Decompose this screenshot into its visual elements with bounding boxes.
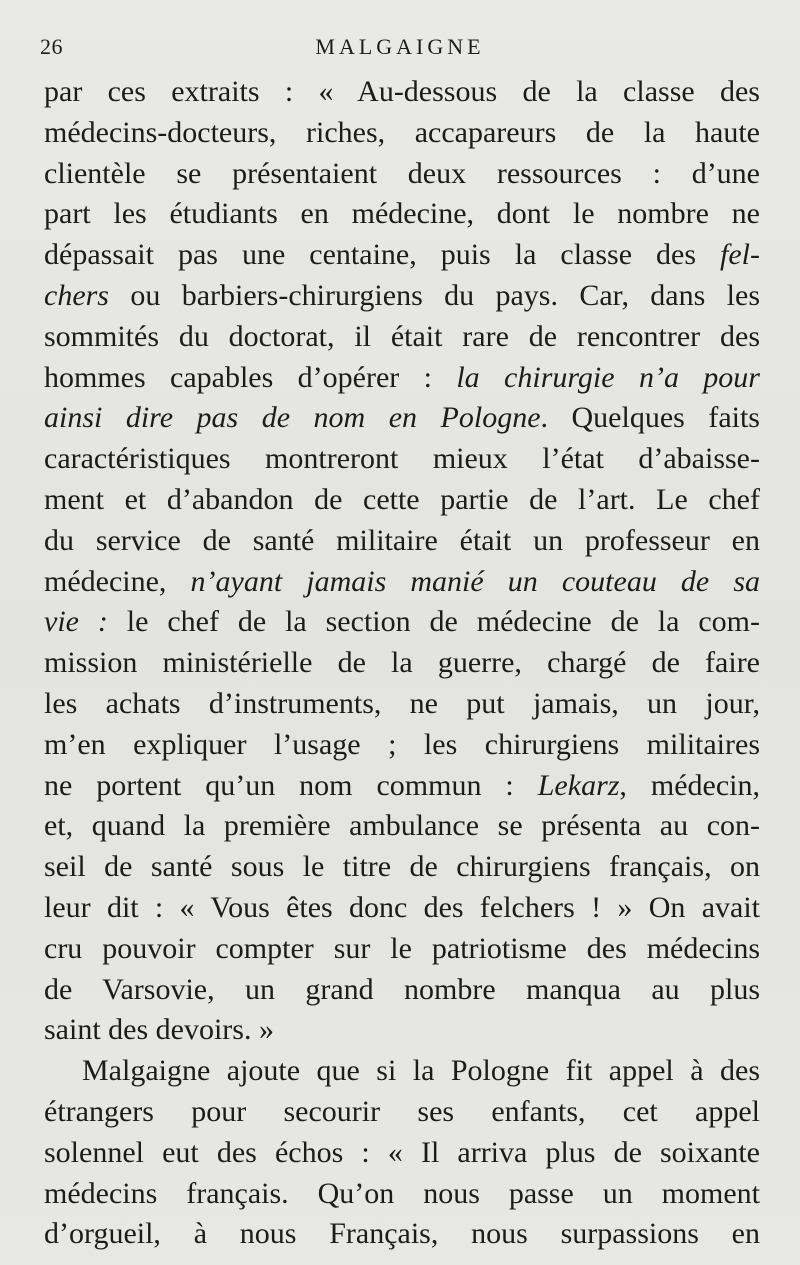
text-run: ne portent qu’un nom commun : — [44, 768, 538, 802]
text-run: dépassait pas une centaine, puis la classe des — [44, 238, 721, 272]
text-run: mission ministérielle de la guerre, chargé de faire — [44, 646, 760, 680]
text-line — [44, 929, 760, 970]
text-line — [44, 888, 760, 929]
text-line — [44, 154, 760, 195]
text-run: . Quelques faits — [540, 401, 760, 435]
text-line — [44, 1214, 760, 1255]
text-line — [44, 235, 760, 276]
text-line — [44, 480, 760, 521]
text-run: médecine, — [44, 564, 191, 598]
italic-text: Lekarz — [537, 768, 620, 802]
text-run: hommes capables d’opérer : — [44, 360, 457, 394]
text-run: médecins-docteurs, riches, accapareurs de la haute — [44, 115, 760, 149]
text-run: étrangers pour secourir ses enfants, cet appel — [44, 1094, 760, 1128]
text-line — [44, 317, 760, 358]
running-head: MALGAIGNE — [315, 34, 485, 59]
text-line — [44, 806, 760, 847]
text-run: Malgaigne ajoute que si la Pologne fit appel à des — [82, 1054, 760, 1088]
italic-text: chers — [44, 278, 109, 312]
text-line — [44, 1092, 760, 1133]
italic-text: la chirurgie n’a pour — [456, 360, 760, 394]
italic-text: n’ayant jamais manié un couteau de sa — [190, 564, 761, 598]
text-run: seil de santé sous le titre de chirurgiens français, on — [44, 850, 760, 884]
text-run: par ces extraits : « Au-dessous de la classe des — [44, 75, 760, 108]
text-line — [44, 439, 760, 480]
page-number: 26 — [40, 34, 63, 59]
text-run: cru pouvoir compter sur le patriotisme des médecins — [44, 931, 760, 965]
text-run: les achats d’instruments, ne put jamais, un jour, — [44, 686, 760, 720]
text-line — [44, 1174, 760, 1215]
page-header — [40, 34, 760, 64]
text-run: solennel eut des échos : « Il arriva plus de soixante — [44, 1135, 760, 1169]
text-line — [44, 113, 760, 154]
text-line — [44, 847, 760, 888]
text-run: le chef de la section de médecine de la com- — [107, 605, 760, 639]
text-line — [44, 276, 760, 317]
text-run: de Varsovie, un grand nombre manqua au plus — [44, 972, 760, 1006]
text-run: sommités du doctorat, il était rare de rencontrer des — [44, 319, 760, 353]
text-run: médecins français. Qu’on nous passe un moment — [44, 1176, 760, 1210]
text-run: leur dit : « Vous êtes donc des felchers ! » On avait — [44, 890, 760, 924]
body-text — [44, 72, 760, 1255]
text-run: et, quand la première ambulance se présenta au con- — [44, 809, 760, 843]
text-run: caractéristiques montreront mieux l’état d’abaisse- — [44, 442, 760, 476]
text-run: ment et d’abandon de cette partie de l’art. Le chef — [44, 482, 760, 516]
text-run: ou barbiers-chirurgiens du pays. Car, dans les — [108, 278, 760, 312]
italic-text: vie : — [44, 605, 108, 639]
text-line — [44, 602, 760, 643]
text-line — [44, 1133, 760, 1174]
text-line — [44, 398, 760, 439]
text-run: d’orgueil, à nous Français, nous surpassions en — [44, 1217, 760, 1251]
text-line — [44, 358, 760, 399]
text-line — [44, 970, 760, 1011]
text-line — [44, 725, 760, 766]
text-line — [44, 1010, 760, 1051]
text-run: part les étudiants en médecine, dont le nombre ne — [44, 197, 760, 231]
text-run: saint des devoirs. » — [44, 1013, 274, 1047]
text-run: clientèle se présentaient deux ressources : d’une — [44, 156, 760, 190]
text-run: m’en expliquer l’usage ; les chirurgiens militaires — [44, 727, 760, 761]
text-line — [44, 194, 760, 235]
text-line — [44, 684, 760, 725]
text-line — [44, 521, 760, 562]
italic-text: ainsi dire pas de nom en Pologne — [44, 401, 541, 435]
text-line — [44, 562, 760, 603]
italic-text: fel- — [720, 238, 760, 272]
text-line — [44, 1051, 760, 1092]
text-line — [44, 766, 760, 807]
text-line — [44, 72, 760, 113]
text-run: , médecin, — [619, 768, 761, 802]
text-run: du service de santé militaire était un professeur en — [44, 523, 760, 557]
text-line — [44, 643, 760, 684]
